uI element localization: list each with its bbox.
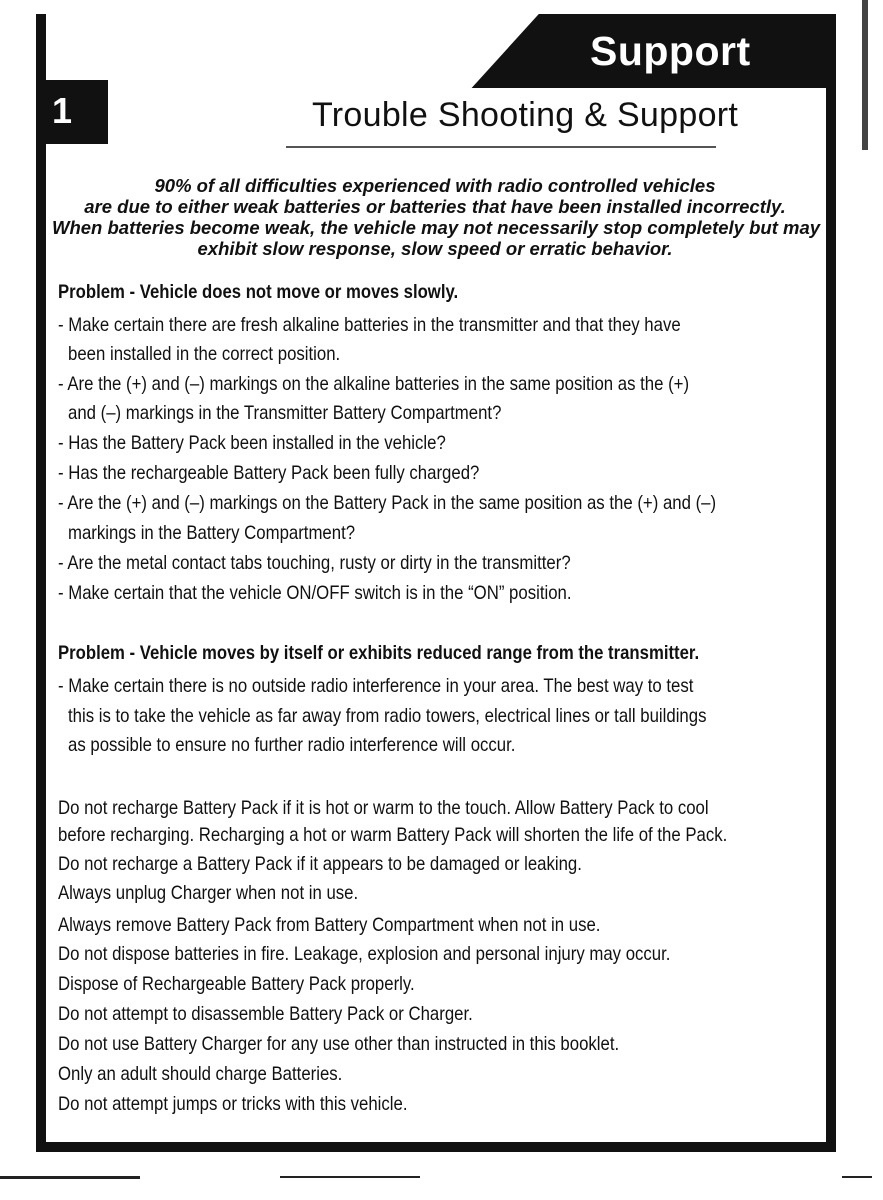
footer-rule [280,1176,420,1178]
footer-rule [842,1176,872,1178]
warning-line: Do not attempt to disassemble Battery Pack or Charger. [58,1003,473,1025]
checklist-line: markings in the Battery Compartment? [68,522,356,544]
warning-line: Do not recharge a Battery Pack if it appears to be damaged or leaking. [58,853,582,875]
footer-rule [0,1176,140,1179]
checklist-line: this is to take the vehicle as far away from radio towers, electrical lines or tall buildings [68,705,707,727]
checklist-line: and (–) markings in the Transmitter Battery Compartment? [68,402,502,424]
checklist-line: - Make certain there is no outside radio interference in your area. The best way to test [58,675,694,697]
chapter-number: 1 [52,90,73,131]
warning-line: Only an adult should charge Batteries. [58,1063,343,1085]
warning-line: Do not dispose batteries in fire. Leakage, explosion and personal injury may occur. [58,943,671,965]
title-underline [286,146,716,148]
page-title: Trouble Shooting & Support [312,96,739,134]
checklist-line: been installed in the correct position. [68,343,341,365]
checklist-line: - Are the (+) and (–) markings on the alkaline batteries in the same position as the (+) [58,373,690,395]
intro-paragraph [52,175,821,259]
intro-line: When batteries become weak, the vehicle may not necessarily stop completely but may [52,217,821,238]
warning-line: Always remove Battery Pack from Battery Compartment when not in use. [58,914,601,936]
intro-line: exhibit slow response, slow speed or erratic behavior. [197,238,673,259]
warning-line: Always unplug Charger when not in use. [58,882,359,904]
warning-line: Do not attempt jumps or tricks with this vehicle. [58,1093,408,1115]
checklist-line: - Has the Battery Pack been installed in the vehicle? [58,432,446,454]
problem-heading: Problem - Vehicle does not move or moves slowly. [58,282,459,303]
frame-right-border [826,14,836,1152]
frame-left-border [36,14,46,1152]
scan-edge-mark [862,0,868,150]
frame-bottom-border [36,1142,836,1152]
checklist-line: - Make certain there are fresh alkaline batteries in the transmitter and that they have [58,314,681,336]
intro-line: 90% of all difficulties experienced with radio controlled vehicles [154,175,716,196]
section-banner-label: Support [590,28,751,74]
problem-heading: Problem - Vehicle moves by itself or exhibits reduced range from the transmitter. [58,643,700,664]
warning-line: Dispose of Rechargeable Battery Pack properly. [58,973,415,995]
intro-line: are due to either weak batteries or batteries that have been installed incorrectly. [84,196,786,217]
checklist-line: - Are the (+) and (–) markings on the Battery Pack in the same position as the (+) and (–) [58,492,717,514]
warning-line: Do not use Battery Charger for any use other than instructed in this booklet. [58,1033,620,1055]
warning-line: before recharging. Recharging a hot or warm Battery Pack will shorten the life of the Pack. [58,824,728,846]
checklist-line: - Has the rechargeable Battery Pack been fully charged? [58,462,480,484]
checklist-line: - Are the metal contact tabs touching, rusty or dirty in the transmitter? [58,552,571,574]
checklist-line: as possible to ensure no further radio interference will occur. [68,734,516,756]
warning-line: Do not recharge Battery Pack if it is hot or warm to the touch. Allow Battery Pack to cool [58,797,709,819]
checklist-line: - Make certain that the vehicle ON/OFF switch is in the “ON” position. [58,582,572,604]
